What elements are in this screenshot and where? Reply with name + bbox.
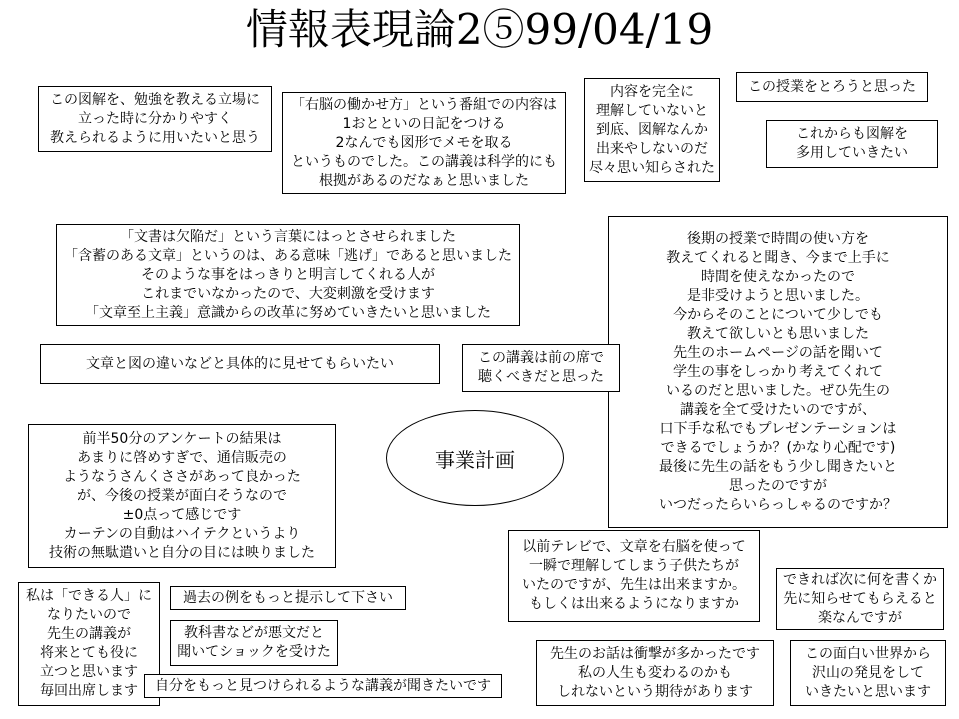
comment-box-teaching-use — [38, 86, 272, 152]
comment-text: 過去の例をもっと提示して下さい — [183, 589, 393, 606]
comment-text: この面白い世界から 沢山の発見をして いきたいと思います — [805, 645, 931, 700]
comment-text: 教科書などが悪文だと 聞いてショックを受けた — [177, 625, 331, 660]
comment-box-textbook-shock — [170, 620, 338, 666]
comment-box-interesting-world — [790, 640, 946, 706]
comment-box-more-examples — [170, 586, 406, 610]
comment-text: 「文書は欠陥だ」という言葉にはっとさせられました 「含蓄のある文章」というのは、ある意味「逃げ」であると思いました そのような事をはっきりと明言してくれる人が これまでいなかったので、大変刺激を受けます 「文章至上主義」意識からの改革に努めていきたいと思いました — [64, 228, 512, 321]
comment-text: 前半50分のアンケートの結果は あまりに啓めすぎで、通信販売の ようなうさんくささがあって良かった が、今後の授業が面白そうなので ±0点って感じです カーテンの自動はハイテクというより 技術の無駄遣いと自分の目には映りました — [49, 430, 315, 561]
comment-text: この授業をとろうと思った — [748, 78, 916, 95]
comment-text: 後期の授業で時間の使い方を 教えてくれると聞き、今まで上手に 時間を使えなかったので 是非受けようと思いました。 今からそのことについて少しでも 教えて欲しいとも思いました 先生のホームページの話を聞いて 学生の事をしっかり考えてくれて いるのだと思いました。ぜひ先生の 講義を全て受けたいのですが、 口下手な私でもプレゼンテーションは できるでしょうか？(かなり心配です) 最後に先生の話をもう少し聞きたいと 思ったのですが いつだったらいらっしゃるのですか？ — [659, 230, 897, 513]
comment-text: できれば次に何を書くか 先に知らせてもらえると 楽なんですが — [783, 571, 937, 626]
comment-text: 自分をもっと見つけられるような講義が聞きたいです — [155, 677, 491, 694]
comment-box-impact — [536, 640, 774, 706]
comment-box-survey-result — [28, 424, 336, 568]
comment-text: この講義は前の席で 聴くべきだと思った — [478, 350, 604, 385]
comment-box-next-topic — [776, 568, 944, 630]
comment-box-right-brain-program — [282, 92, 566, 194]
comment-text: 内容を完全に 理解していないと 到底、図解なんか 出来やしないのだ 尽々思い知らされた — [589, 83, 715, 176]
comment-box-text-vs-diagram — [40, 344, 440, 384]
comment-box-capable-person — [18, 582, 160, 706]
comment-box-find-myself — [144, 674, 502, 698]
comment-box-use-diagrams — [766, 120, 938, 168]
comment-box-front-seat — [462, 344, 620, 392]
comment-text: 文章と図の違いなどと具体的に見せてもらいたい — [86, 355, 394, 372]
comment-text: 「右脳の働かせ方」という番組での内容は 1おとといの日記をつける 2なんでも図形でメモを取る というものでした。この講義は科学的にも 根拠があるのだなぁと思いました — [291, 96, 557, 189]
comment-box-tv-right-brain — [508, 530, 760, 622]
comment-box-documents-flawed — [56, 224, 520, 326]
slide-title: 情報表現論2⑤99/04/19 — [245, 5, 714, 54]
comment-text: これからも図解を 多用していきたい — [796, 126, 908, 161]
comment-text: 以前テレビで、文章を右脳を使って 一瞬で理解してしまう子供たちが いたのですが、先生は出来ますか。 もしくは出来るようになりますか — [522, 539, 746, 612]
comment-box-take-class — [736, 72, 928, 102]
center-topic-ellipse: 事業計画 — [386, 410, 564, 506]
comment-box-time-management — [608, 216, 948, 528]
comment-text: 先生のお話は衝撃が多かったです 私の人生も変わるのかも しれないという期待があります — [550, 645, 760, 700]
comment-text: 私は「できる人」に なりたいので 先生の講義が 将来とても役に 立つと思います 毎回出席します — [26, 588, 152, 699]
comment-text: この図解を、勉強を教える立場に 立った時に分かりやすく 教えられるように用いたいと思う — [50, 91, 260, 146]
comment-box-understand-content — [584, 78, 720, 182]
